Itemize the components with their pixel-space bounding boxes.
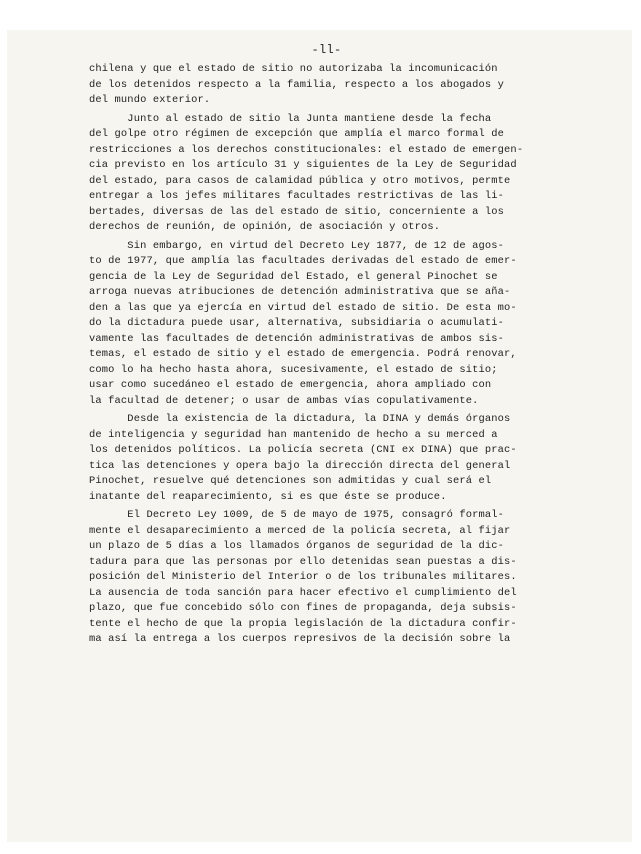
text-line: del golpe otro régimen de excepción que amplía el marco formal de xyxy=(89,128,505,140)
text-line: ma así la entrega a los cuerpos represivos de la decisión sobre la xyxy=(89,633,511,645)
text-line: do la dictadura puede usar, alternativa, subsidiaria o acumulati- xyxy=(89,317,505,329)
paragraph xyxy=(89,412,609,505)
text-line: mente el desaparecimiento a merced de la policía secreta, al fijar xyxy=(89,524,511,537)
paragraph xyxy=(89,508,609,648)
text-line: un plazo de 5 días a los llamados órganos de seguridad de la dic- xyxy=(89,540,505,552)
text-line: temas, el estado de sitio y el estado de emergencia. Podrá renovar, xyxy=(89,348,517,360)
text-line: tadura para que las personas por ello detenidas sean puestas a dis- xyxy=(89,555,517,568)
paragraph xyxy=(89,62,609,109)
text-line: la facultad de detener; o usar de ambas vías copulativamente. xyxy=(89,394,479,407)
text-line: Sin embargo, en virtud del Decreto Ley 1877, de 12 de agos- xyxy=(89,239,505,252)
text-line: entregar a los jefes militares facultades restrictivas de las li- xyxy=(89,190,505,202)
page-number: -ll- xyxy=(311,43,342,57)
text-line: del mundo exterior. xyxy=(89,94,211,106)
text-line: inatante del reaparecimiento, si es que éste se produce. xyxy=(89,490,447,503)
text-line: restricciones a los derechos constitucionales: el estado de emergen- xyxy=(89,143,524,156)
text-line: tente el hecho de que la propia legislación de la dictadura confir- xyxy=(89,617,517,630)
text-line: El Decreto Ley 1009, de 5 de mayo de 1975, consagró formal- xyxy=(89,509,505,521)
text-line: to de 1977, que amplía las facultades derivadas del estado de emer- xyxy=(89,255,517,267)
text-line: gencia de la Ley de Seguridad del Estado, el general Pinochet se xyxy=(89,270,498,283)
document-page xyxy=(7,30,632,842)
text-line: plazo, que fue concebido sólo con fines de propaganda, deja subsis- xyxy=(89,602,517,614)
text-line: vamente las facultades de detención administrativas de ambos sis- xyxy=(89,332,505,345)
text-line: de inteligencia y seguridad han mantenido de hecho a su merced a xyxy=(89,428,498,441)
text-line: de los detenidos respecto a la familia, respecto a los abogados y xyxy=(89,78,505,91)
text-line: como lo ha hecho hasta ahora, sucesivamente, el estado de sitio; xyxy=(89,363,498,376)
text-line: den a las que ya ejercía en virtud del estado de sitio. De esta mo- xyxy=(89,301,517,314)
document-body xyxy=(89,62,609,648)
text-line: bertades, diversas de las del estado de sitio, concerniente a los xyxy=(89,205,505,218)
text-line: usar como sucedáneo el estado de emergencia, ahora ampliado con xyxy=(89,379,492,391)
text-line: Pinochet, resuelve qué detenciones son admitidas y cual será el xyxy=(89,475,492,487)
text-line: los detenidos políticos. La policía secreta (CNI ex DINA) que prac- xyxy=(89,444,517,456)
text-line: cia previsto en los artículo 31 y siguientes de la Ley de Seguridad xyxy=(89,159,517,171)
paragraph xyxy=(89,112,609,236)
text-line: La ausencia de toda sanción para hacer efectivo el cumplimiento del xyxy=(89,586,517,599)
text-line: del estado, para casos de calamidad pública y otro motivos, permte xyxy=(89,174,511,187)
text-line: tica las detenciones y opera bajo la dirección directa del general xyxy=(89,459,511,472)
text-line: arroga nuevas atribuciones de detención administrativa que se aña- xyxy=(89,286,511,298)
text-line: Desde la existencia de la dictadura, la DINA y demás órganos xyxy=(89,413,511,425)
text-line: derechos de reunión, de opinión, de asociación y otros. xyxy=(89,221,441,233)
text-line: Junto al estado de sitio la Junta mantiene desde la fecha xyxy=(89,112,492,125)
text-line: posición del Ministerio del Interior o de los tribunales militares. xyxy=(89,571,517,583)
paragraph xyxy=(89,239,609,410)
text-line: chilena y que el estado de sitio no autorizaba la incomunicación xyxy=(89,63,498,75)
